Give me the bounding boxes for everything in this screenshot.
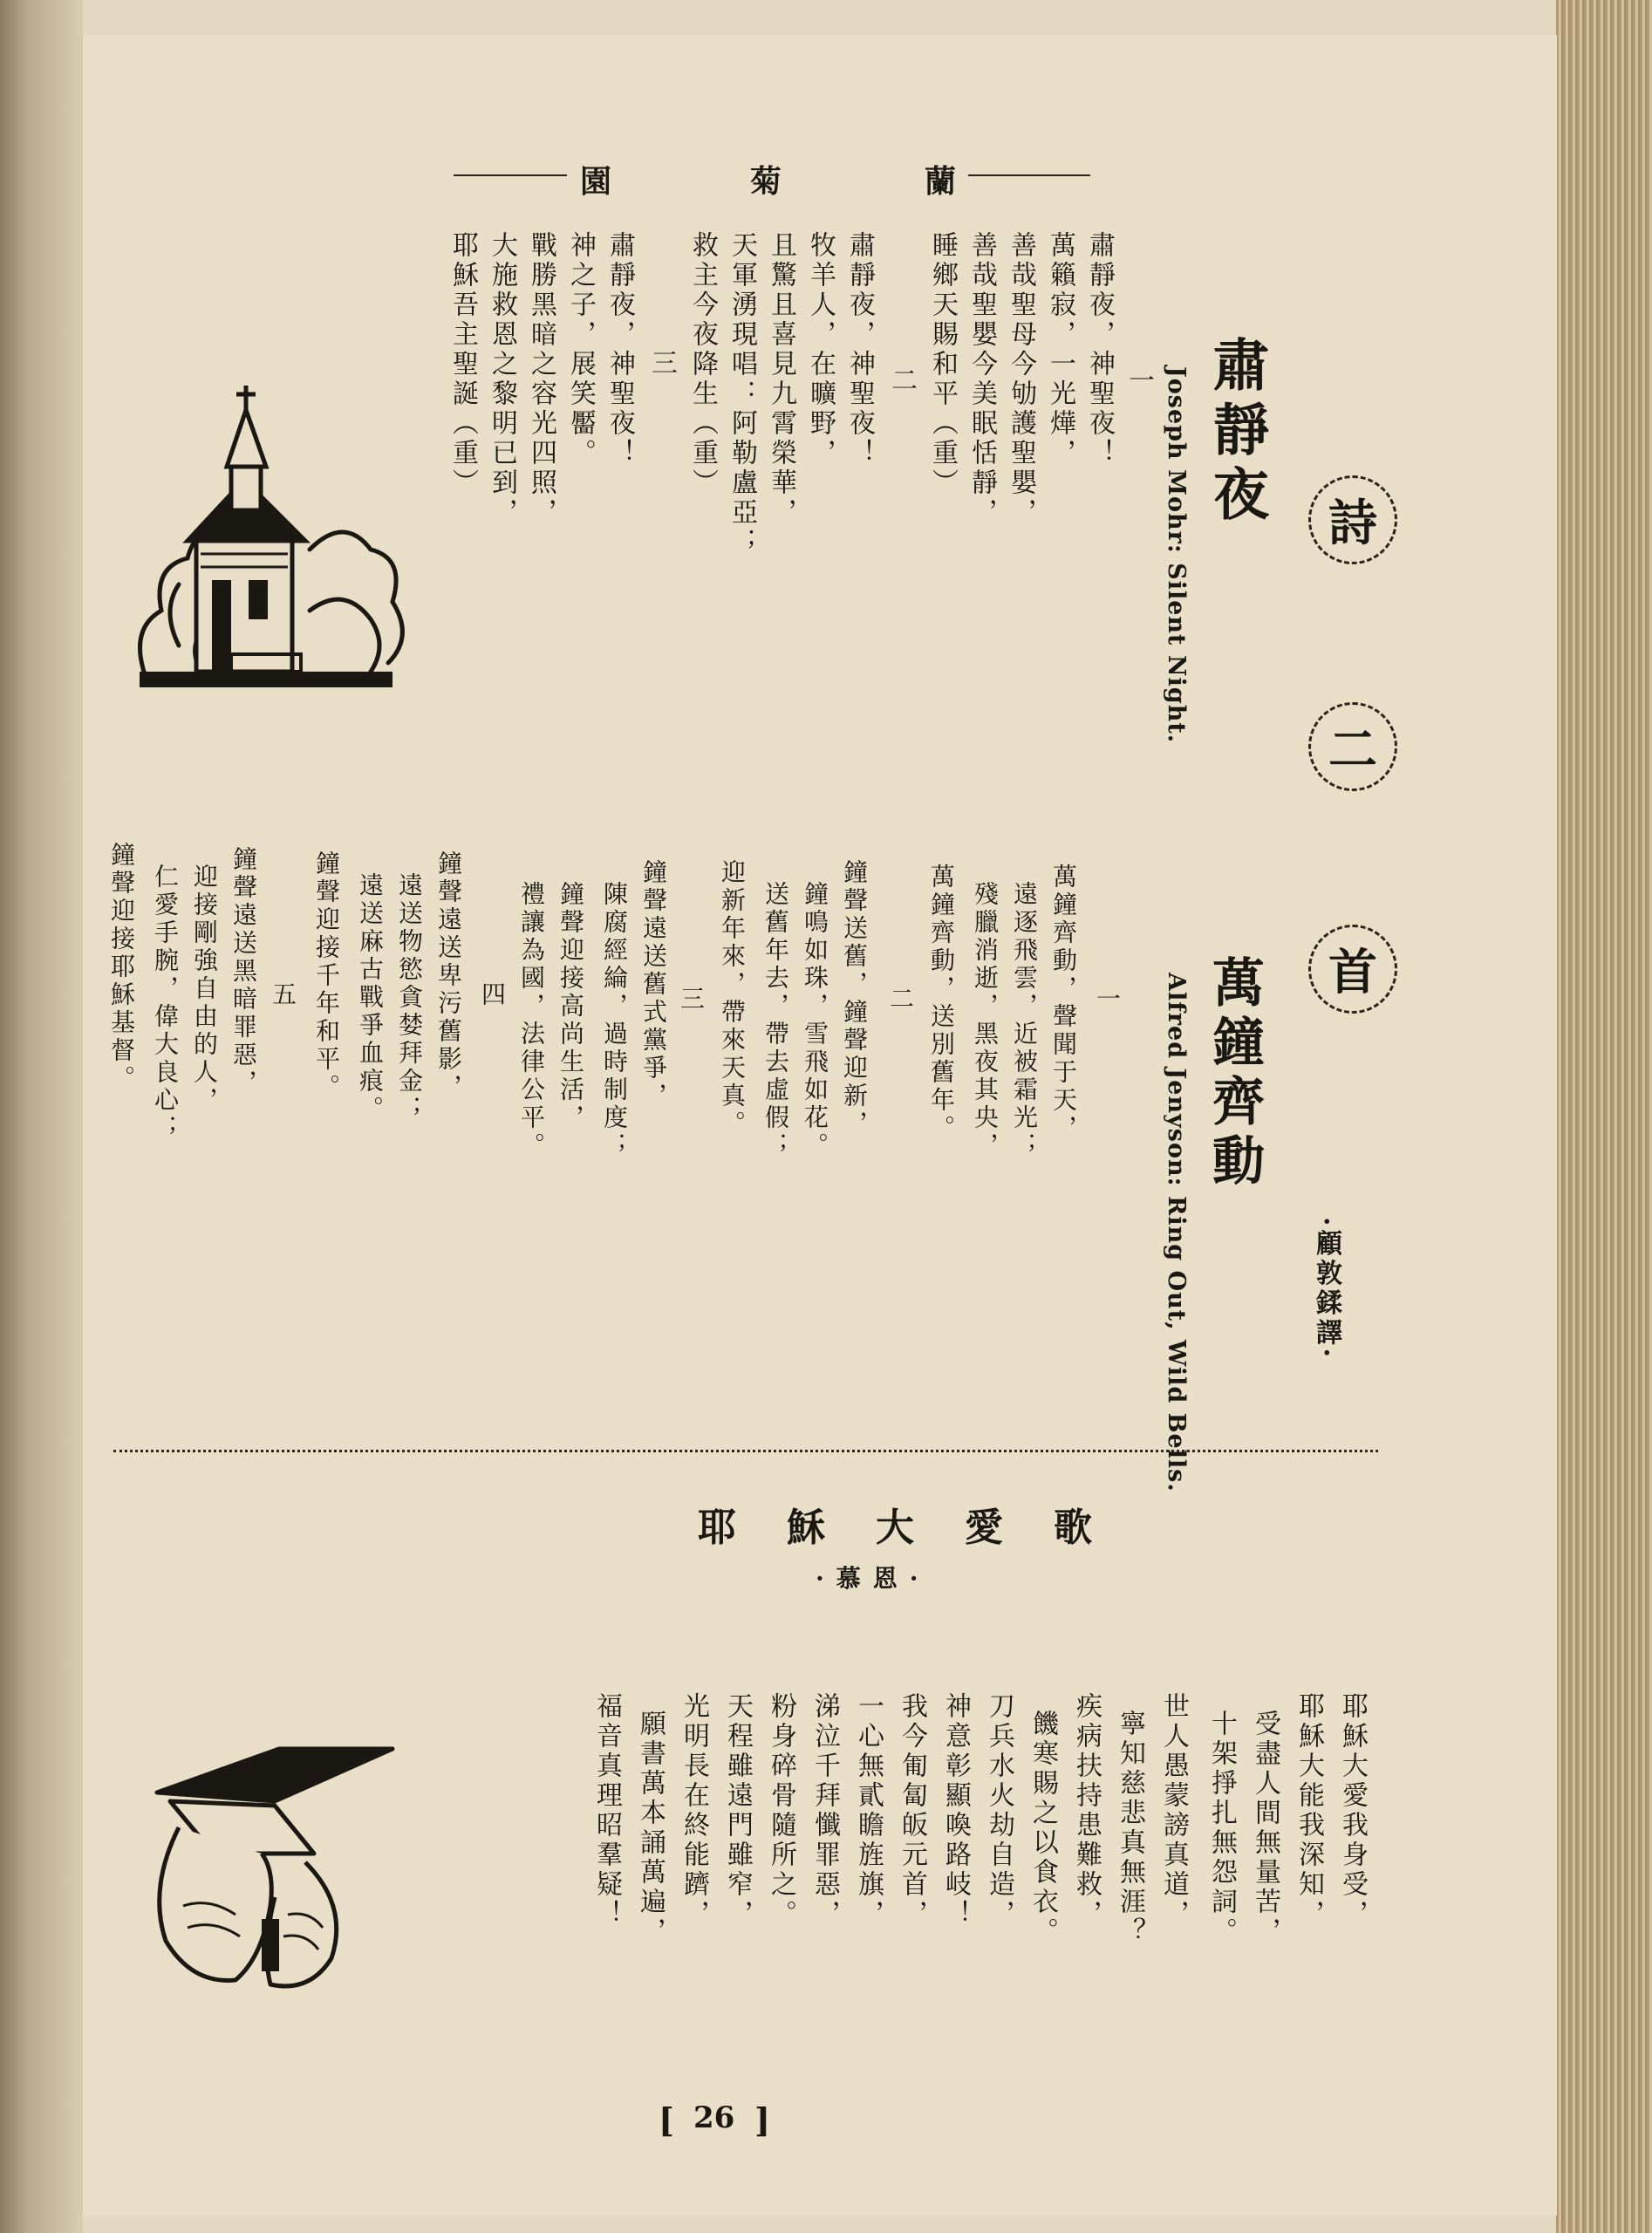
poem1-stanza1-number: 一 <box>1123 366 1154 396</box>
poem3-line: 寧知慈悲真無涯？ <box>1115 1710 1145 1947</box>
poem2-s2-line: 迎新年來，帶來天真。 <box>718 859 747 1138</box>
poem2-stanza5-number: 五 <box>269 981 297 1009</box>
poem1-s3-line: 戰勝黑暗之容光四照， <box>526 231 556 528</box>
praying-hands-bible-illustration <box>131 1731 410 2002</box>
poem2-translator: ·顧敦鍒譯· <box>1311 1217 1341 1361</box>
section-divider <box>113 1450 1378 1452</box>
poem1-s1-line: 萬籟寂，一光燁， <box>1045 231 1075 468</box>
poem2-source-line1: Alfred Jenyson: Ring Out, Wild Bells. <box>1163 973 1190 1492</box>
page-number-bracket-right: ] <box>754 2100 770 2140</box>
poem3-line: 我今匍匐皈元首， <box>897 1692 927 1929</box>
poem3-line: 粉身碎骨隨所之。 <box>766 1692 796 1929</box>
poem2-s2-line: 送舊年去，帶去虛假； <box>761 881 790 1160</box>
poem2-s4-line: 鐘聲迎接千年和平。 <box>312 850 341 1102</box>
header-rule-left <box>454 174 567 176</box>
poem1-title: 肅靜夜 <box>1204 336 1269 529</box>
poem1-s3-line: 耶穌吾主聖誕（重） <box>447 231 478 498</box>
poem1-stanza3-number: 三 <box>646 349 677 379</box>
poem2-s1-line: 殘臘消逝，黑夜其央， <box>971 881 1000 1160</box>
book-gutter <box>0 0 83 2233</box>
poem1-s3-line: 神之子，展笑靨。 <box>565 231 596 468</box>
poem2-s5-line: 鐘聲迎接耶穌基督。 <box>107 842 136 1093</box>
poem1-s1-line: 肅靜夜，神聖夜！ <box>1084 231 1115 468</box>
page-number-bracket-left: [ <box>659 2100 674 2140</box>
poem3-line: 世人愚蒙謗真道， <box>1158 1692 1189 1929</box>
poem3-author: ·慕恩· <box>816 1564 931 1593</box>
poem3-line: 福音真理昭羣疑！ <box>591 1692 622 1929</box>
poem3-title: 耶穌大愛歌 <box>698 1506 1143 1550</box>
poem3-line: 受盡人間無量苦， <box>1250 1710 1280 1947</box>
poem2-s3-line: 鐘聲迎接高尚生活， <box>556 881 585 1132</box>
poem2-s3-line: 鐘聲遠送舊式黨爭， <box>639 859 668 1110</box>
poem2-s3-line: 陳腐經綸，過時制度； <box>600 881 629 1160</box>
church-illustration <box>126 384 406 707</box>
poem3-line: 天程雖遠門雖窄， <box>722 1692 753 1929</box>
poem3-line: 神意彰顯喚路岐！ <box>940 1692 971 1929</box>
poem2-s4-line: 遠送物慾貪婪拜金； <box>395 872 424 1123</box>
poem2-s1-line: 萬鐘齊動，聲聞于天， <box>1049 864 1078 1143</box>
poem1-source: Joseph Mohr: Silent Night. <box>1163 366 1190 744</box>
poem2-s5-line: 鐘聲遠送黑暗罪惡， <box>229 846 258 1097</box>
poem1-s1-line: 睡鄉天賜和平（重） <box>927 231 958 498</box>
poem2-title: 萬鐘齊動 <box>1204 955 1265 1192</box>
poem1-s2-line: 天軍湧現唱：阿勒盧亞； <box>727 231 757 557</box>
poem1-stanza2-number: 二 <box>886 366 917 396</box>
poem2-s5-line: 迎接剛強自由的人， <box>190 864 219 1115</box>
poem1-s1-line: 善哉聖嬰今美眠恬靜， <box>966 231 997 528</box>
poem2-stanza2-number: 二 <box>886 986 915 1014</box>
badge-char-2: 二 <box>1308 702 1397 791</box>
poem3-line: 饑寒賜之以食衣。 <box>1027 1710 1058 1947</box>
poem2-s2-line: 鐘聲送舊，鐘聲迎新， <box>840 859 869 1138</box>
poem2-s1-line: 遠逐飛雲，近被霜光； <box>1010 881 1039 1160</box>
poem2-s3-line: 禮讓為國，法律公平。 <box>517 881 546 1160</box>
poem3-line: 一心無貳瞻旌旗， <box>853 1692 884 1929</box>
poem1-s1-line: 善哉聖母今劬護聖嬰， <box>1006 231 1036 528</box>
poem2-stanza1-number: 一 <box>1093 986 1122 1014</box>
poem3-line: 願書萬本誦萬遍， <box>635 1710 666 1947</box>
page-edges <box>1556 0 1652 2233</box>
header-char-1: 園 <box>580 163 612 200</box>
poem1-s2-line: 牧羊人，在曠野， <box>805 231 836 468</box>
poem3-line: 光明長在終能躋， <box>679 1692 709 1929</box>
header-char-3: 蘭 <box>925 163 957 200</box>
poem2-s5-line: 仁愛手腕，偉大良心； <box>151 864 180 1143</box>
badge-char-3: 首 <box>1308 925 1397 1014</box>
poem1-s2-line: 救主今夜降生（重） <box>687 231 718 498</box>
page-number: 26 <box>693 2100 735 2135</box>
header-rule-right <box>968 174 1090 176</box>
poem1-s2-line: 肅靜夜，神聖夜！ <box>844 231 875 468</box>
poem3-line: 刀兵水火劫自造， <box>984 1692 1014 1929</box>
poem2-s2-line: 鐘鳴如珠，雪飛如花。 <box>801 881 829 1160</box>
poem3-line: 十架掙扎無怨詞。 <box>1206 1710 1237 1947</box>
poem2-s4-line: 鐘聲遠送卑污舊影， <box>434 850 463 1102</box>
poem3-line: 涕泣千拜懺罪惡， <box>809 1692 840 1929</box>
poem2-stanza4-number: 四 <box>478 981 507 1009</box>
poem2-stanza3-number: 三 <box>677 986 706 1014</box>
poem2-s4-line: 遠送麻古戰爭血痕。 <box>356 872 385 1123</box>
poem3-line: 耶穌大愛我身受， <box>1337 1692 1368 1929</box>
poem3-line: 耶穌大能我深知， <box>1294 1692 1324 1929</box>
poem3-line: 疾病扶持患難救， <box>1071 1692 1102 1929</box>
header-char-2: 菊 <box>750 163 782 200</box>
poem1-s3-line: 大施救恩之黎明已到， <box>487 231 517 528</box>
badge-char-1: 詩 <box>1308 475 1397 564</box>
poem1-s3-line: 肅靜夜，神聖夜！ <box>604 231 635 468</box>
poem2-s1-line: 萬鐘齊動，送別舊年。 <box>927 864 956 1143</box>
poem1-s2-line: 且驚且喜見九霄榮華， <box>766 231 796 528</box>
